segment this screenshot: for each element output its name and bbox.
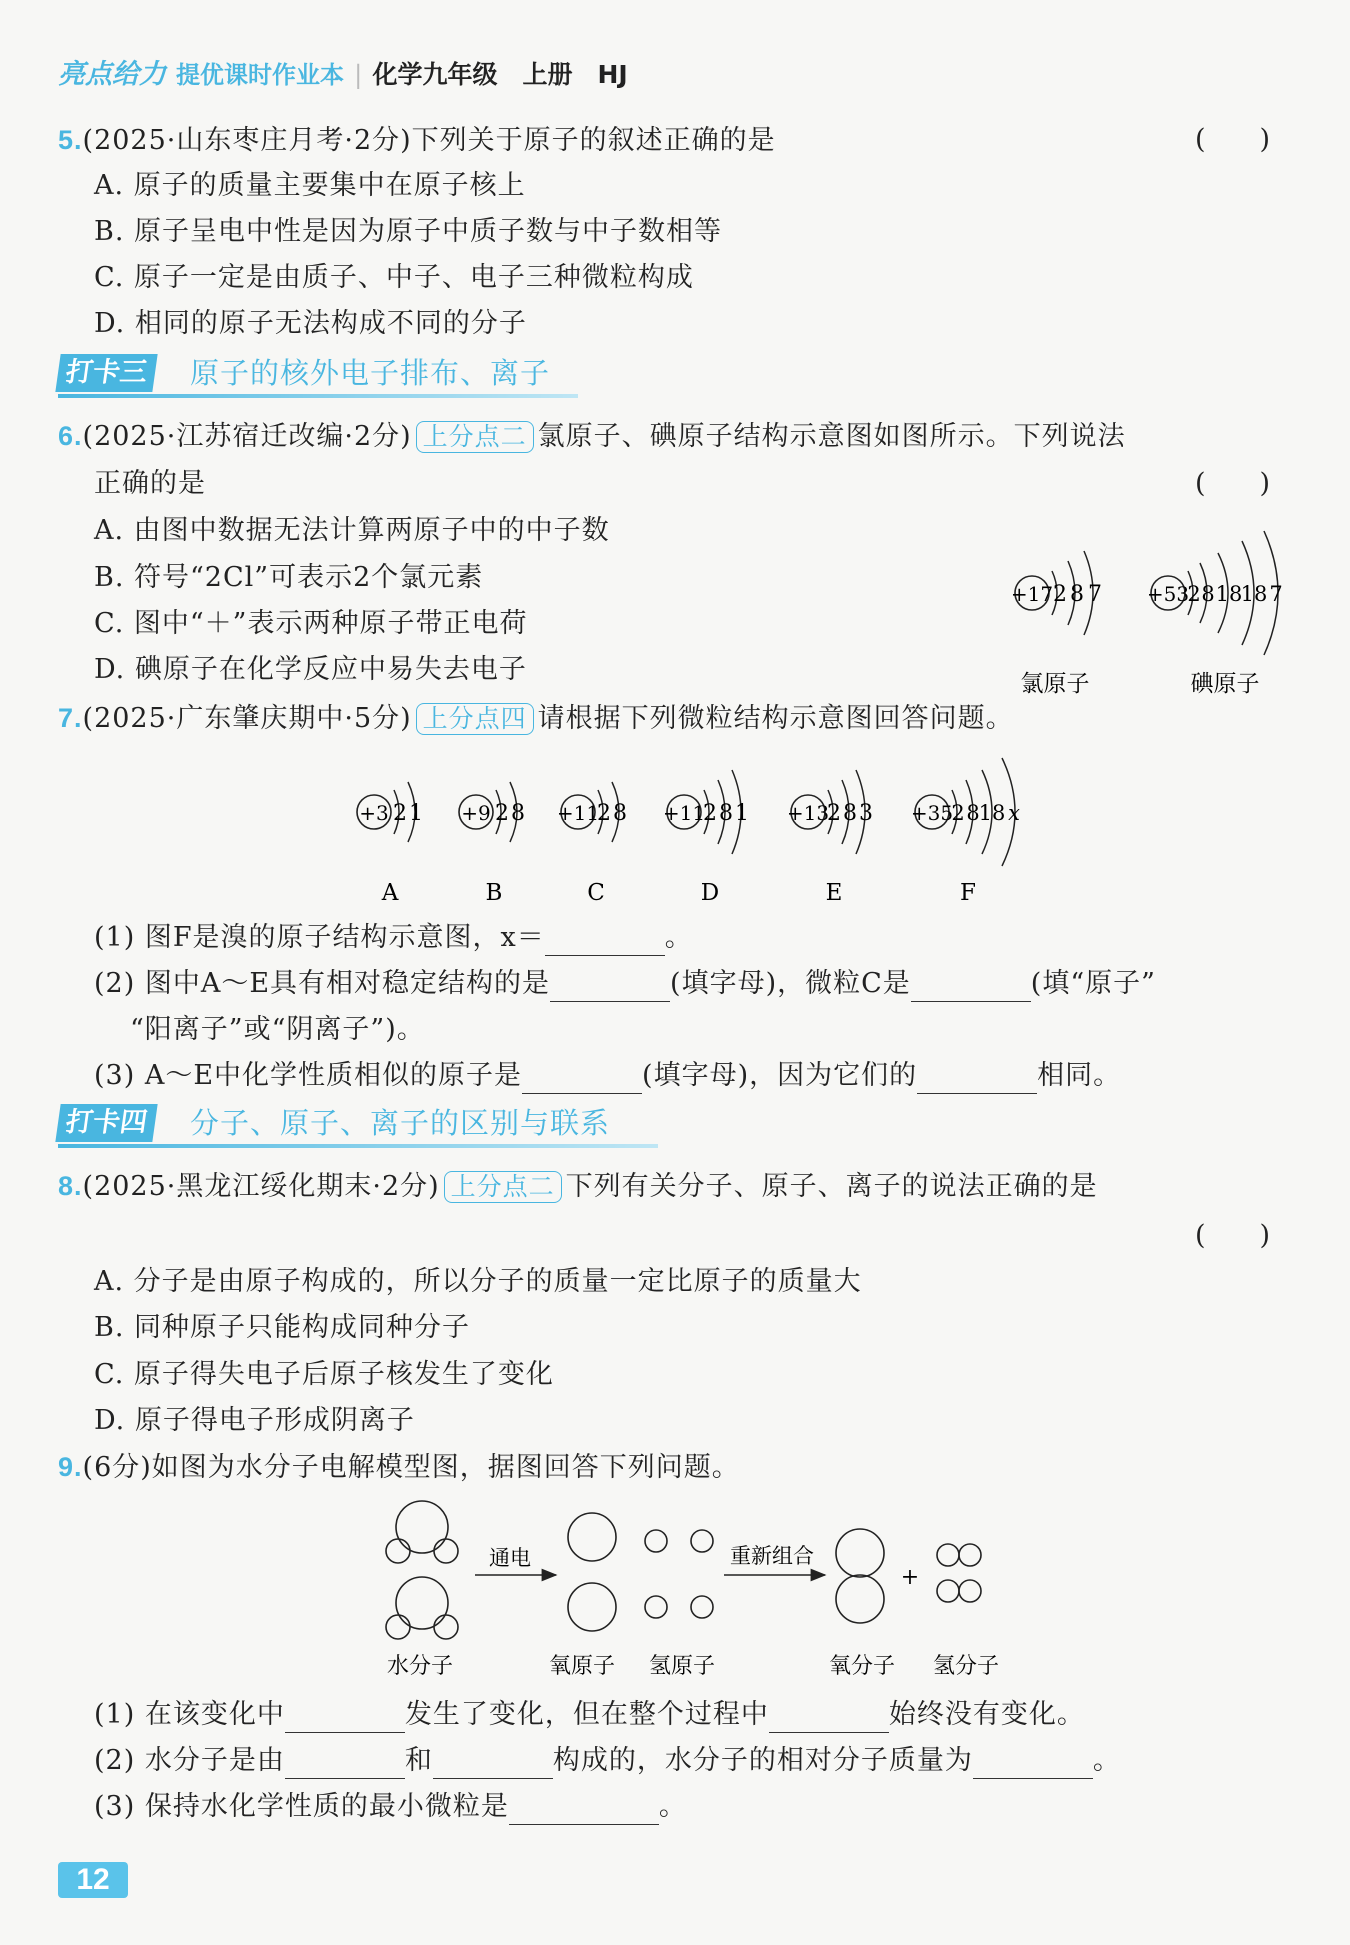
q9-sub2-end: 。 — [1092, 1745, 1121, 1776]
particle-c-letter: C — [587, 880, 605, 906]
q5-stem — [58, 122, 776, 159]
q7-sub3-blank-2[interactable] — [917, 1063, 1037, 1094]
chlorine-electrons-3: 7 — [1088, 582, 1102, 607]
arrow-recombine-label: 重新组合 — [730, 1544, 814, 1568]
q8-source: (2025·黑龙江绥化期末·2分) — [82, 1171, 440, 1202]
section-3-title: 原子的核外电子排布、离子 — [190, 356, 551, 390]
iodine-nucleus: +53 — [1146, 582, 1190, 606]
q7-sub3-blank-1[interactable] — [522, 1063, 642, 1094]
q8-stem-text: 下列有关分子、原子、离子的说法正确的是 — [565, 1171, 1098, 1202]
q9-electrolysis-model — [370, 1495, 1020, 1695]
particle-a-electrons-2: 1 — [409, 801, 423, 826]
hydrogen-atom-label: 氢原子 — [648, 1654, 716, 1679]
iodine-electrons-2: 8 — [1201, 582, 1215, 606]
particle-d-electrons-3: 1 — [735, 801, 749, 826]
particle-b-electrons-1: 2 — [495, 801, 509, 826]
chlorine-caption: 氯原子 — [1020, 671, 1090, 697]
q9-sub1 — [94, 1697, 1085, 1733]
q7-stem-text: 请根据下列微粒结构示意图回答问题。 — [537, 703, 1014, 734]
particle-a-electrons-1: 2 — [393, 801, 407, 826]
q8-answer-paren: ( ) — [1195, 1220, 1271, 1251]
particle-f-electrons-2: 8 — [966, 801, 980, 825]
iodine-electrons-4: 18 — [1240, 582, 1268, 606]
particle-b-nucleus: +9 — [461, 801, 491, 825]
hydrogen-atom-1 — [645, 1530, 667, 1552]
section-3-heading — [58, 352, 598, 398]
page-header — [58, 52, 628, 91]
q7-sub1-blank[interactable] — [545, 925, 665, 956]
q7-sub2 — [94, 966, 1156, 1002]
q7-particle-diagrams — [340, 750, 1040, 910]
q9-sub1-text: (1) 在该变化中 — [94, 1699, 285, 1730]
section-3-label: 打卡三 — [55, 354, 157, 392]
particle-f-electrons-1: 2 — [951, 801, 965, 825]
particle-f-electrons-4: x — [1008, 801, 1020, 825]
q9-sub2-blank-3[interactable] — [973, 1748, 1093, 1779]
q6-stem-text: 氯原子、碘原子结构示意图如图所示。下列说法 — [537, 421, 1126, 452]
chlorine-electrons-2: 8 — [1070, 582, 1084, 607]
oxygen-atom-bottom — [568, 1583, 616, 1631]
q7-number: 7. — [58, 703, 83, 733]
particle-f-electrons-3: 18 — [978, 801, 1006, 825]
q5-answer-paren: ( ) — [1195, 124, 1271, 155]
q7-sub2-text-3: (填“原子” — [1030, 968, 1156, 999]
q9-number: 9. — [58, 1452, 83, 1482]
particle-e-electrons-1: 2 — [827, 801, 841, 826]
page-number: 12 — [58, 1862, 128, 1898]
particle-e-diagram — [787, 770, 873, 906]
particle-b-electrons-2: 8 — [511, 801, 525, 826]
oxygen-molecule-label: 氧分子 — [828, 1654, 896, 1679]
particle-a-letter: A — [381, 880, 399, 906]
particle-e-electrons-3: 3 — [859, 801, 873, 826]
hydrogen-atom-2 — [691, 1530, 713, 1552]
iodine-electrons-1: 2 — [1187, 582, 1201, 606]
particle-c-diagram — [557, 782, 627, 906]
header-separator: | — [354, 60, 363, 89]
particle-e-nucleus: +13 — [786, 801, 830, 825]
q8-option-a: A. 分子是由原子构成的，所以分子的质量一定比原子的质量大 — [94, 1266, 862, 1297]
q7-sub2-text-2: (填字母)，微粒C是 — [670, 968, 911, 999]
water-molecule-label: 水分子 — [386, 1654, 454, 1679]
q6-answer-paren: ( ) — [1195, 468, 1271, 499]
q7-sub3-text-2: (填字母)，因为它们的 — [642, 1060, 918, 1091]
q6-tag: 上分点二 — [416, 421, 534, 453]
q7-sub2-blank-2[interactable] — [911, 971, 1031, 1002]
chlorine-nucleus: +17 — [1010, 582, 1054, 606]
hydrogen-molecule-bottom — [937, 1580, 981, 1602]
q9-sub3 — [94, 1789, 687, 1825]
particle-e-electrons-2: 8 — [843, 801, 857, 826]
q5-option-b: B. 原子呈电中性是因为原子中质子数与中子数相等 — [94, 216, 723, 247]
q9-sub3-end: 。 — [658, 1791, 687, 1822]
course-title: 化学九年级 上册 HJ — [372, 60, 628, 89]
q7-sub2-blank-1[interactable] — [550, 971, 670, 1002]
chlorine-electrons-1: 2 — [1053, 582, 1067, 607]
q7-sub1-end: 。 — [664, 922, 693, 953]
q7-sub1-text: (1) 图F是溴的原子结构示意图，x＝ — [94, 922, 545, 953]
q7-source: (2025·广东肇庆期中·5分) — [82, 703, 412, 734]
chlorine-atom-diagram — [1011, 551, 1102, 697]
particle-d-letter: D — [700, 880, 720, 906]
q9-sub2-text-2: 和 — [404, 1745, 433, 1776]
q8-option-b: B. 同种原子只能构成同种分子 — [94, 1312, 471, 1343]
q6-stem-line2: 正确的是 — [94, 468, 206, 499]
q8-number: 8. — [58, 1171, 83, 1201]
q7-stem — [58, 700, 1014, 737]
iodine-electrons-5: 7 — [1269, 582, 1283, 606]
q5-stem-text: (2025·山东枣庄月考·2分)下列关于原子的叙述正确的是 — [82, 125, 776, 156]
iodine-atom-diagram — [1147, 531, 1283, 697]
particle-b-diagram — [459, 782, 525, 906]
q8-option-d: D. 原子得电子形成阴离子 — [94, 1405, 415, 1436]
q7-sub2-line2: “阳离子”或“阴离子”)。 — [130, 1014, 425, 1045]
q6-option-d: D. 碘原子在化学反应中易失去电子 — [94, 654, 527, 685]
q9-sub1-blank-2[interactable] — [769, 1702, 889, 1733]
particle-c-nucleus: +11 — [556, 801, 600, 825]
q5-option-d: D. 相同的原子无法构成不同的分子 — [94, 308, 527, 339]
water-molecule-bottom — [386, 1577, 458, 1639]
section-4-label: 打卡四 — [55, 1104, 157, 1142]
particle-d-electrons-1: 2 — [703, 801, 717, 826]
q8-option-c: C. 原子得失电子后原子核发生了变化 — [94, 1359, 554, 1390]
hydrogen-atom-4 — [691, 1596, 713, 1618]
q6-stem — [58, 418, 1126, 455]
q7-sub3-text: (3) A～E中化学性质相似的原子是 — [94, 1060, 523, 1091]
q7-sub1 — [94, 920, 693, 956]
q6-number: 6. — [58, 421, 83, 451]
iodine-caption: 碘原子 — [1190, 671, 1260, 697]
q6-option-a: A. 由图中数据无法计算两原子中的中子数 — [94, 515, 610, 546]
hydrogen-molecule-top — [937, 1544, 981, 1566]
section-4-underline — [58, 1144, 658, 1148]
particle-d-diagram — [663, 770, 749, 906]
q9-stem-text: (6分)如图为水分子电解模型图，据图回答下列问题。 — [82, 1452, 740, 1483]
q9-sub2-text-3: 构成的，水分子的相对分子质量为 — [552, 1745, 973, 1776]
iodine-electrons-3: 18 — [1215, 582, 1243, 606]
q9-sub2-blank-2[interactable] — [433, 1748, 553, 1779]
q9-sub3-blank[interactable] — [509, 1794, 659, 1825]
oxygen-molecule — [836, 1529, 884, 1623]
q7-sub3 — [94, 1058, 1121, 1094]
section-4-title: 分子、原子、离子的区别与联系 — [190, 1106, 611, 1140]
q9-sub2-blank-1[interactable] — [285, 1748, 405, 1779]
q6-option-c: C. 图中“＋”表示两种原子带正电荷 — [94, 608, 528, 639]
q5-option-c: C. 原子一定是由质子、中子、电子三种微粒构成 — [94, 262, 694, 293]
q9-sub3-text: (3) 保持水化学性质的最小微粒是 — [94, 1791, 509, 1822]
particle-c-electrons-2: 8 — [613, 801, 627, 826]
q7-tag: 上分点四 — [416, 703, 534, 735]
q9-sub1-blank-1[interactable] — [285, 1702, 405, 1733]
particle-f-letter: F — [960, 880, 976, 906]
hydrogen-atom-3 — [645, 1596, 667, 1618]
hydrogen-molecule-label: 氢分子 — [932, 1654, 1000, 1679]
q7-sub3-text-3: 相同。 — [1037, 1060, 1122, 1091]
q9-sub2-text: (2) 水分子是由 — [94, 1745, 285, 1776]
q6-atom-diagrams — [1000, 505, 1300, 705]
series-title: 提优课时作业本 — [176, 61, 344, 89]
particle-c-electrons-1: 2 — [597, 801, 611, 826]
q9-sub1-text-3: 始终没有变化。 — [888, 1699, 1085, 1730]
plus-sign: + — [900, 1565, 920, 1590]
particle-d-electrons-2: 8 — [719, 801, 733, 826]
particle-a-nucleus: +3 — [359, 801, 389, 825]
q9-stem — [58, 1449, 740, 1486]
q9-sub1-text-2: 发生了变化，但在整个过程中 — [404, 1699, 769, 1730]
q6-source: (2025·江苏宿迁改编·2分) — [82, 421, 412, 452]
particle-f-nucleus: +35 — [910, 801, 954, 825]
oxygen-atom-top — [568, 1513, 616, 1561]
particle-d-nucleus: +11 — [662, 801, 706, 825]
oxygen-atom-label: 氧原子 — [548, 1654, 616, 1679]
q8-tag: 上分点二 — [444, 1171, 562, 1203]
section-4-heading — [58, 1102, 678, 1148]
q6-option-b: B. 符号“2Cl”可表示2个氯元素 — [94, 562, 484, 593]
q7-sub2-text: (2) 图中A～E具有相对稳定结构的是 — [94, 968, 551, 999]
q5-number: 5. — [58, 125, 83, 155]
q9-sub2 — [94, 1743, 1121, 1779]
arrow-electrify-label: 通电 — [489, 1546, 531, 1570]
q5-option-a: A. 原子的质量主要集中在原子核上 — [94, 170, 526, 201]
particle-e-letter: E — [825, 880, 843, 906]
water-molecule-top — [386, 1501, 458, 1563]
particle-a-diagram — [357, 782, 423, 906]
q8-stem — [58, 1168, 1098, 1205]
section-3-underline — [58, 394, 578, 398]
particle-f-diagram — [911, 758, 1020, 906]
particle-b-letter: B — [485, 880, 503, 906]
brand-logo: 亮点给力 — [58, 59, 166, 90]
